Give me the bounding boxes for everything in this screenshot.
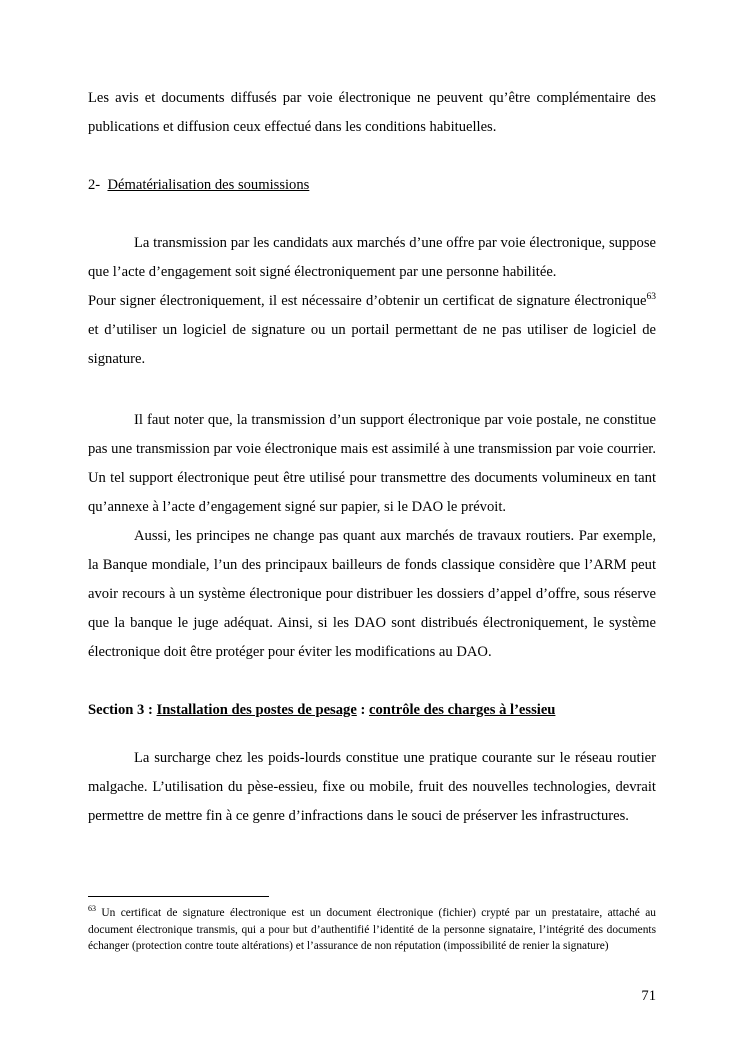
footnote-body: Un certificat de signature électronique est un document électronique (fichier) crypté par un prestataire, attaché au document électronique transmis, qui a pour but d’authentifié l’identité de la personne signataire, l’intégrité des documents échanger (protection contre toute altérations) et l’assurance de non réputation (impossibilité de renier la signature) [88, 907, 656, 952]
page-number: 71 [641, 988, 656, 1004]
paragraph-signature [88, 287, 656, 374]
footnote-marker: 63 [88, 904, 96, 914]
paragraph-surcharge: La surcharge chez les poids-lourds constitue une pratique courante sur le réseau routier malgache. L’utilisation du pèse-essieu, fixe ou mobile, fruit des nouvelles technologies, devrait permettre de mettre fin à ce genre d’infractions dans le souci de préserver les infrastructures. [88, 750, 656, 824]
subheading-title: Dématérialisation des soumissions [107, 177, 310, 193]
footnote-separator-line [88, 896, 269, 897]
footnote-area [88, 896, 656, 955]
section-label: Section 3 : [88, 702, 157, 718]
paragraph-transmission: La transmission par les candidats aux marchés d’une offre par voie électronique, suppose que l’acte d’engagement soit signé électroniquement par une personne habilitée. [88, 235, 656, 280]
spacer [88, 142, 656, 171]
paragraph-intro: Les avis et documents diffusés par voie électronique ne peuvent qu’être complémentaire des publications et diffusion ceux effectué dans les conditions habituelles. [88, 90, 656, 135]
paragraph-principes: Aussi, les principes ne change pas quant aux marchés de travaux routiers. Par exemple, la Banque mondiale, l’un des principaux bailleurs de fonds classique considère que l’ARM peut avoir recours à un système électronique pour distribuer les dossiers d’appel d’offre, sous réserve que la banque le juge adéquat. Ainsi, si les DAO sont distribués électroniquement, le système électronique doit être protéger pour éviter les modifications au DAO. [88, 528, 656, 660]
spacer [88, 374, 656, 406]
section-title-primary: Installation des postes de pesage [156, 702, 357, 718]
section-separator: : [356, 702, 369, 718]
footnote-ref-63: 63 [646, 292, 656, 303]
footnote-63 [88, 905, 656, 955]
paragraph-signature-part1: Pour signer électroniquement, il est nécessaire d’obtenir un certificat de signature électronique [88, 293, 647, 309]
spacer [88, 200, 656, 229]
spacer [88, 667, 656, 696]
paragraph-support: Il faut noter que, la transmission d’un support électronique par voie postale, ne constitue pas une transmission par voie électronique mais est assimilé à une transmission par voie courrier. Un tel support électronique peut être utilisé pour transmettre des documents volumineux en tant qu’annexe à l’acte d’engagement signé sur papier, si le DAO le prévoit. [88, 412, 656, 515]
paragraph-signature-part2: et d’utiliser un logiciel de signature ou un portail permettant de ne pas utiliser de logiciel de signature. [88, 322, 656, 367]
subheading-dematerialisation [88, 171, 656, 200]
page-content [88, 84, 656, 831]
subheading-number: 2- [88, 177, 101, 193]
spacer [88, 725, 656, 744]
section-heading-3 [88, 696, 656, 725]
section-title-secondary: contrôle des charges à l’essieu [368, 702, 556, 718]
